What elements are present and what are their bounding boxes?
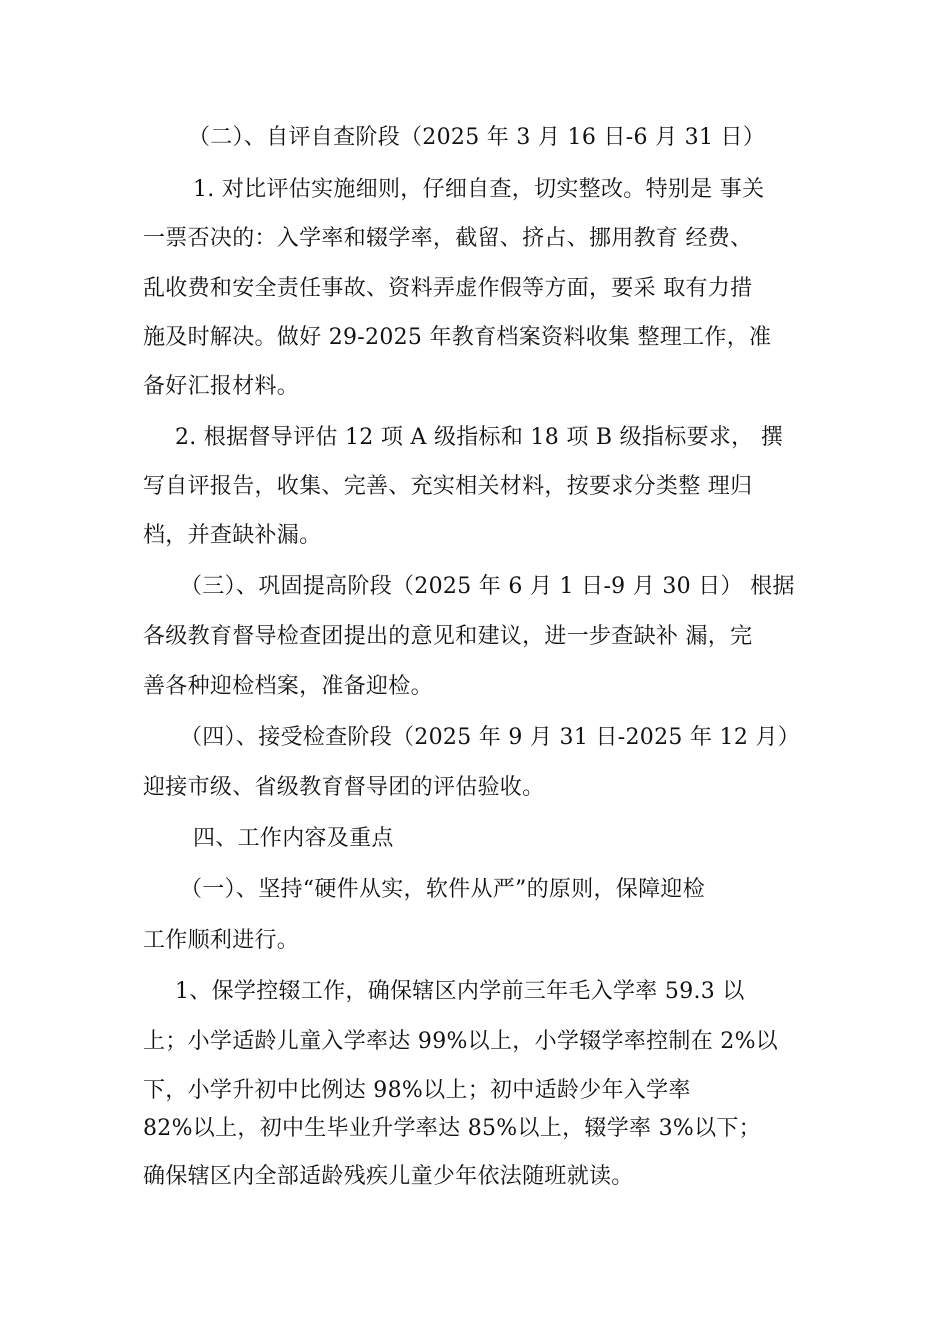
paragraph-line: 档，并查缺补漏。	[143, 523, 322, 548]
paragraph-line: 备好汇报材料。	[143, 374, 300, 399]
section-heading-self-evaluation: （二）、自评自查阶段（2025 年 3 月 16 日-6 月 31 日）	[188, 125, 766, 150]
paragraph-line: 1、保学控辍工作，确保辖区内学前三年毛入学率 59.3 以	[175, 979, 745, 1004]
section-heading-consolidation: （三）、巩固提高阶段（2025 年 6 月 1 日-9 月 30 日） 根据	[180, 574, 795, 599]
paragraph-line: 1. 对比评估实施细则，仔细自查，切实整改。特别是 事关	[193, 177, 765, 202]
paragraph-line: 写自评报告，收集、完善、充实相关材料，按要求分类整 理归	[143, 474, 753, 499]
paragraph-line: 2. 根据督导评估 12 项 A 级指标和 18 项 B 级指标要求， 撰	[175, 425, 784, 450]
paragraph-line: 上；小学适龄儿童入学率达 99%以上，小学辍学率控制在 2%以	[143, 1029, 779, 1054]
subsection-heading-principle: （一）、坚持“硬件从实，软件从严”的原则，保障迎检	[180, 877, 705, 902]
paragraph-line: 各级教育督导检查团提出的意见和建议，进一步查缺补 漏，完	[143, 624, 753, 649]
paragraph-line: 工作顺利进行。	[143, 928, 300, 953]
paragraph-line: 乱收费和安全责任事故、资料弄虚作假等方面，要采 取有力措	[143, 276, 753, 301]
section-heading-inspection: （四）、接受检查阶段（2025 年 9 月 31 日-2025 年 12 月）	[180, 725, 801, 750]
paragraph-line: 施及时解决。做好 29-2025 年教育档案资料收集 整理工作，准	[143, 325, 772, 350]
paragraph-line: 确保辖区内全部适龄残疾儿童少年依法随班就读。	[143, 1164, 634, 1189]
paragraph-line: 下，小学升初中比例达 98%以上；初中适龄少年入学率	[143, 1078, 691, 1103]
paragraph-line: 迎接市级、省级教育督导团的评估验收。	[143, 775, 545, 800]
section-heading-work-content: 四、工作内容及重点	[193, 826, 394, 851]
paragraph-line: 一票否决的：入学率和辍学率，截留、挤占、挪用教育 经费、	[143, 226, 753, 251]
paragraph-line: 善各种迎检档案，准备迎检。	[143, 674, 433, 699]
paragraph-line: 82%以上，初中生毕业升学率达 85%以上，辍学率 3%以下；	[143, 1116, 761, 1141]
